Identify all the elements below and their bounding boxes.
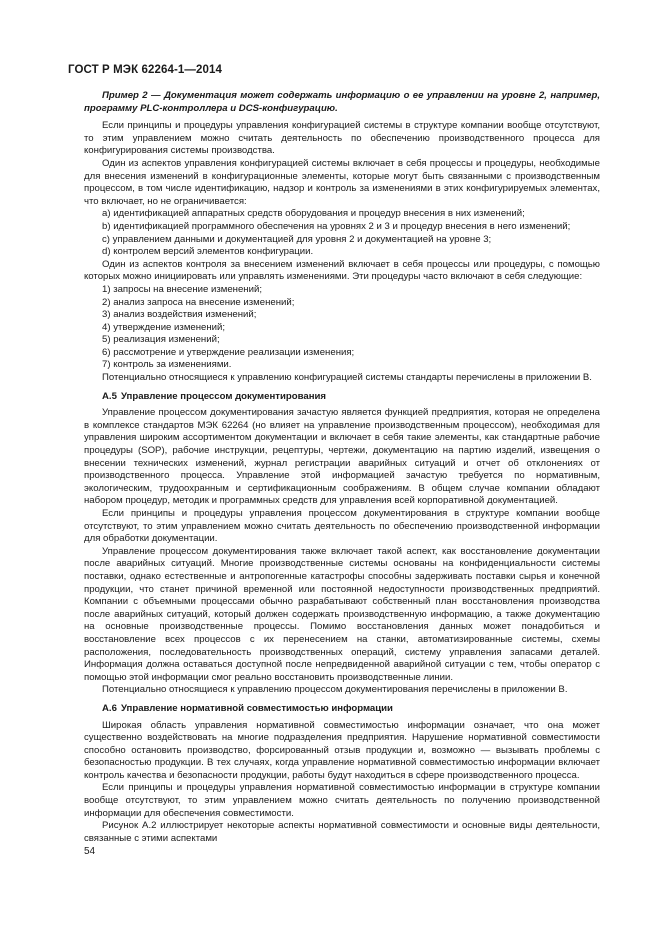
section-heading-a5 xyxy=(84,391,600,404)
section-title: Управление процессом документирования xyxy=(120,390,326,402)
list-item: a) идентификацией аппаратных средств оборудования и процедур внесения в них изменений; xyxy=(102,208,525,220)
list-item: 6) рассмотрение и утверждение реализации изменения; xyxy=(102,346,355,358)
paragraph: Рисунок А.2 иллюстрирует некоторые аспекты нормативной совместимости и основные виды деятельности, связанные с этими аспектами xyxy=(84,820,600,844)
section-number: А.6 xyxy=(102,702,117,714)
paragraph: Если принципы и процедуры управления конфигурацией системы в структуре компании вообще отсутствуют, то этим управлением можно считать деятельность по обеспечению производственного процесса для конфигурирования системы производства. xyxy=(84,120,600,157)
list-item: 4) утверждение изменений; xyxy=(102,321,226,333)
list-item: d) контролем версий элементов конфигурации. xyxy=(102,246,314,258)
change-procedure-list xyxy=(84,284,600,372)
list-item: 5) реализация изменений; xyxy=(102,334,220,346)
list-item: 2) анализ запроса на внесение изменений; xyxy=(102,296,295,308)
document-header: ГОСТ Р МЭК 62264-1—2014 xyxy=(68,64,222,76)
list-item: 1) запросы на внесение изменений; xyxy=(102,283,262,295)
paragraph: Если принципы и процедуры управления нормативной совместимостью информации в структуре компании вообще отсутствуют, то этим управлением можно считать деятельность по получению производственной информации для обеспечения совместимости. xyxy=(84,782,600,819)
list-item: c) управлением данными и документацией для уровня 2 и документацией на уровне 3; xyxy=(102,233,492,245)
paragraph: Если принципы и процедуры управления процессом документирования в структуре компании вообще отсутствуют, то этим управлением можно считать деятельность по обеспечению производственной информации для обработки документации. xyxy=(84,508,600,545)
paragraph: Управление процессом документирования также включает такой аспект, как восстановление документации после аварийных ситуаций. Многие производственные системы основаны на конфиденциальности системы поставки, однако естественные и антропогенные катастрофы способны задерживать поставки сырья и конечной продукции, что станет причиной временной или постоянной недоступности производственных предприятий. Компании с объемными процессами обычно разрабатывают собственный план восстановления производства после аварийных ситуаций, который должен содержать производственную информацию, а также документацию на основные производственные процессы. Помимо восстановления данных может понадобиться и восстановление всех процессов с их перенесением на станки, автоматизированные системы, схемы расположения, последовательность производственных операций, систему управления запасами деталей. Информация должна оставаться доступной после непредвиденной аварийной ситуации с тем, чтобы оператор с помощью этой информации смог реально восстановить производственные линии. xyxy=(84,545,600,683)
page-number: 54 xyxy=(84,846,96,857)
paragraph: Один из аспектов управления конфигурацией системы включает в себя процессы и процедуры, необходимые для внесения изменений в конфигурационные элементы, которые могут быть связанными с производственным процессом, в том числе идентификацию, надзор и контроль за изменениями в этих конфигурируемых элементах, что включает, но не ограничивается: xyxy=(84,157,600,207)
page-content xyxy=(84,90,600,845)
config-list xyxy=(84,208,600,258)
section-number: А.5 xyxy=(102,390,117,402)
section-heading-a6 xyxy=(84,703,600,716)
list-item: b) идентификацией программного обеспечения на уровнях 2 и 3 и процедур внесения в него изменений; xyxy=(102,220,571,232)
list-item: 3) анализ воздействия изменений; xyxy=(102,309,257,321)
paragraph: Потенциально относящиеся к управлению конфигурацией системы стандарты перечислены в приложении В. xyxy=(102,372,592,384)
paragraph: Управление процессом документирования зачастую является функцией предприятия, которая не определена в комплексе стандартов МЭК 62264 (но влияет на управление производственным процессом), необходимая для управления широким ассортиментом документации и включает в себя такие элементы, как стандартные рабочие процедуры (SOP), рабочие инструкции, рецептуры, чертежи, документацию на партию изделий, извещения о внесении технических изменений, журнал регистрации аварийных ситуаций и отчет об отклонениях от производственного процесса. Управление этой информацией зачастую требуется по нормативным, экологическим, трудоохранным и сертификационным соображениям. В общем случае компании обладают набором процедур, методик и программных средств для управления всей корпоративной документацией. xyxy=(84,407,600,507)
paragraph: Широкая область управления нормативной совместимостью информации означает, что она может существенно воздействовать на многие подразделения предприятия. Нарушение нормативной совместимости способно остановить производство, форсированный отзыв продукции и, возможно — вызывать проблемы с безопасностью продукции. В тех случаях, когда управление нормативной совместимостью информации включает контроль качества и безопасности продукции, работы будут находиться в сфере производственного процесса. xyxy=(84,719,600,781)
paragraph: Потенциально относящиеся к управлению процессом документирования перечислены в приложении В. xyxy=(102,684,568,696)
list-item: 7) контроль за изменениями. xyxy=(102,359,232,371)
section-title: Управление нормативной совместимостью информации xyxy=(120,702,393,714)
paragraph: Один из аспектов контроля за внесением изменений включает в себя процессы или процедуры, с помощью которых можно инициировать или управлять изменениями. Эти процедуры часто включают в себя следующие: xyxy=(84,258,600,283)
example-2-note: Пример 2 — Документация может содержать информацию о ее управлении на уровне 2, например, программу PLC-контроллера и DCS-конфигурацию. xyxy=(84,90,600,114)
